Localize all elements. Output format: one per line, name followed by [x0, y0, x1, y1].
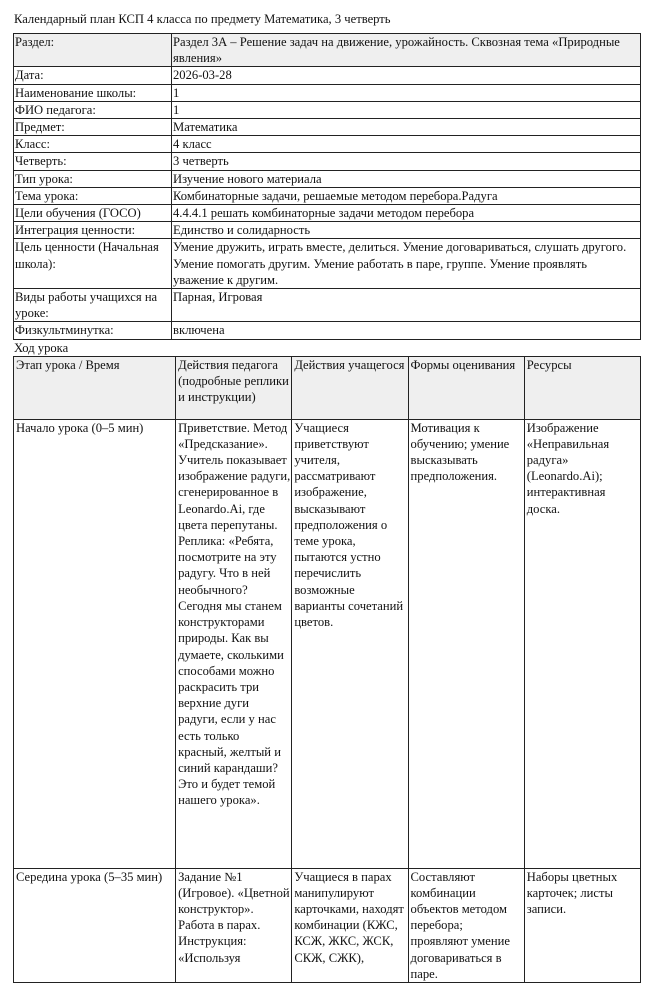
info-label: Четверть: — [14, 153, 172, 170]
info-label: Класс: — [14, 136, 172, 153]
info-row — [14, 205, 641, 222]
teacher-actions-cell: Задание №1 (Игровое). «Цветной конструктор». Работа в парах. Инструкция: «Используя — [176, 868, 292, 982]
info-label: Тип урока: — [14, 170, 172, 187]
info-label: Физкультминутка: — [14, 322, 172, 339]
lesson-flow-table — [13, 356, 641, 983]
student-actions-cell: Учащиеся приветствуют учителя, рассматривают изображение, высказывают предположения о теме урока, пытаются устно перечислить возможные варианты сочетаний цветов. — [292, 419, 408, 868]
info-row — [14, 153, 641, 170]
info-label: Тема урока: — [14, 187, 172, 204]
info-row — [14, 34, 641, 67]
info-row — [14, 187, 641, 204]
info-label: Виды работы учащихся на уроке: — [14, 289, 172, 322]
table-row — [14, 419, 641, 868]
lesson-info-table — [13, 33, 641, 340]
info-row — [14, 170, 641, 187]
info-label: Интеграция ценности: — [14, 222, 172, 239]
header-stage: Этап урока / Время — [14, 356, 176, 419]
info-value: 1 — [172, 84, 641, 101]
document-page — [13, 11, 641, 983]
header-student-actions: Действия учащегося — [292, 356, 408, 419]
table-row — [14, 868, 641, 982]
info-value: 4 класс — [172, 136, 641, 153]
info-value: Изучение нового материала — [172, 170, 641, 187]
stage-cell: Начало урока (0–5 мин) — [14, 419, 176, 868]
info-label: ФИО педагога: — [14, 101, 172, 118]
info-row — [14, 322, 641, 339]
info-value: включена — [172, 322, 641, 339]
document-title: Календарный план КСП 4 класса по предмету Математика, 3 четверть — [14, 12, 391, 26]
info-label: Цели обучения (ГОСО) — [14, 205, 172, 222]
info-row — [14, 222, 641, 239]
info-row — [14, 67, 641, 84]
teacher-actions-cell: Приветствие. Метод «Предсказание». Учитель показывает изображение радуги, сгенерированное в Leonardo.Ai, где цвета перепутаны. Реплика: «Ребята, посмотрите на эту радугу. Что в ней необычного? Сегодня мы станем конструкторами природы. Как вы думаете, сколькими способами можно раскрасить три верхние дуги радуги, если у нас есть только красный, желтый и синий карандаши? Это и будет темой нашего урока». — [176, 419, 292, 868]
info-value: 3 четверть — [172, 153, 641, 170]
header-resources: Ресурсы — [524, 356, 640, 419]
info-row — [14, 239, 641, 289]
info-label: Цель ценности (Начальная школа): — [14, 239, 172, 289]
info-value: Математика — [172, 119, 641, 136]
info-value: 2026-03-28 — [172, 67, 641, 84]
info-value: 4.4.4.1 решать комбинаторные задачи методом перебора — [172, 205, 641, 222]
resources-cell: Наборы цветных карточек; листы записи. — [524, 868, 640, 982]
info-label: Дата: — [14, 67, 172, 84]
info-value: Парная, Игровая — [172, 289, 641, 322]
header-teacher-actions: Действия педагога (подробные реплики и инструкции) — [176, 356, 292, 419]
student-actions-cell: Учащиеся в парах манипулируют карточками, находят комбинации (КЖС, КСЖ, ЖКС, ЖСК, СКЖ, СЖК), — [292, 868, 408, 982]
assessment-cell: Мотивация к обучению; умение высказывать предположения. — [408, 419, 524, 868]
info-value: Умение дружить, играть вместе, делиться. Умение договариваться, слушать другого. Умение помогать другим. Умение работать в паре, группе. Умение проявлять уважение к другим. — [172, 239, 641, 289]
info-row — [14, 84, 641, 101]
info-label: Наименование школы: — [14, 84, 172, 101]
info-value: 1 — [172, 101, 641, 118]
info-value: Комбинаторные задачи, решаемые методом перебора.Радуга — [172, 187, 641, 204]
info-row — [14, 136, 641, 153]
info-row — [14, 289, 641, 322]
assessment-cell: Составляют комбинации объектов методом перебора; проявляют умение договариваться в паре. — [408, 868, 524, 982]
lesson-flow-label: Ход урока — [14, 340, 69, 355]
resources-cell: Изображение «Неправильная радуга» (Leonardo.Ai); интерактивная доска. — [524, 419, 640, 868]
info-row — [14, 101, 641, 118]
info-label: Раздел: — [14, 34, 172, 67]
stage-cell: Середина урока (5–35 мин) — [14, 868, 176, 982]
header-assessment: Формы оценивания — [408, 356, 524, 419]
lesson-flow-header-row — [14, 356, 641, 419]
info-label: Предмет: — [14, 119, 172, 136]
info-value: Раздел 3А – Решение задач на движение, урожайность. Сквозная тема «Природные явления» — [172, 34, 641, 67]
info-value: Единство и солидарность — [172, 222, 641, 239]
info-row — [14, 119, 641, 136]
